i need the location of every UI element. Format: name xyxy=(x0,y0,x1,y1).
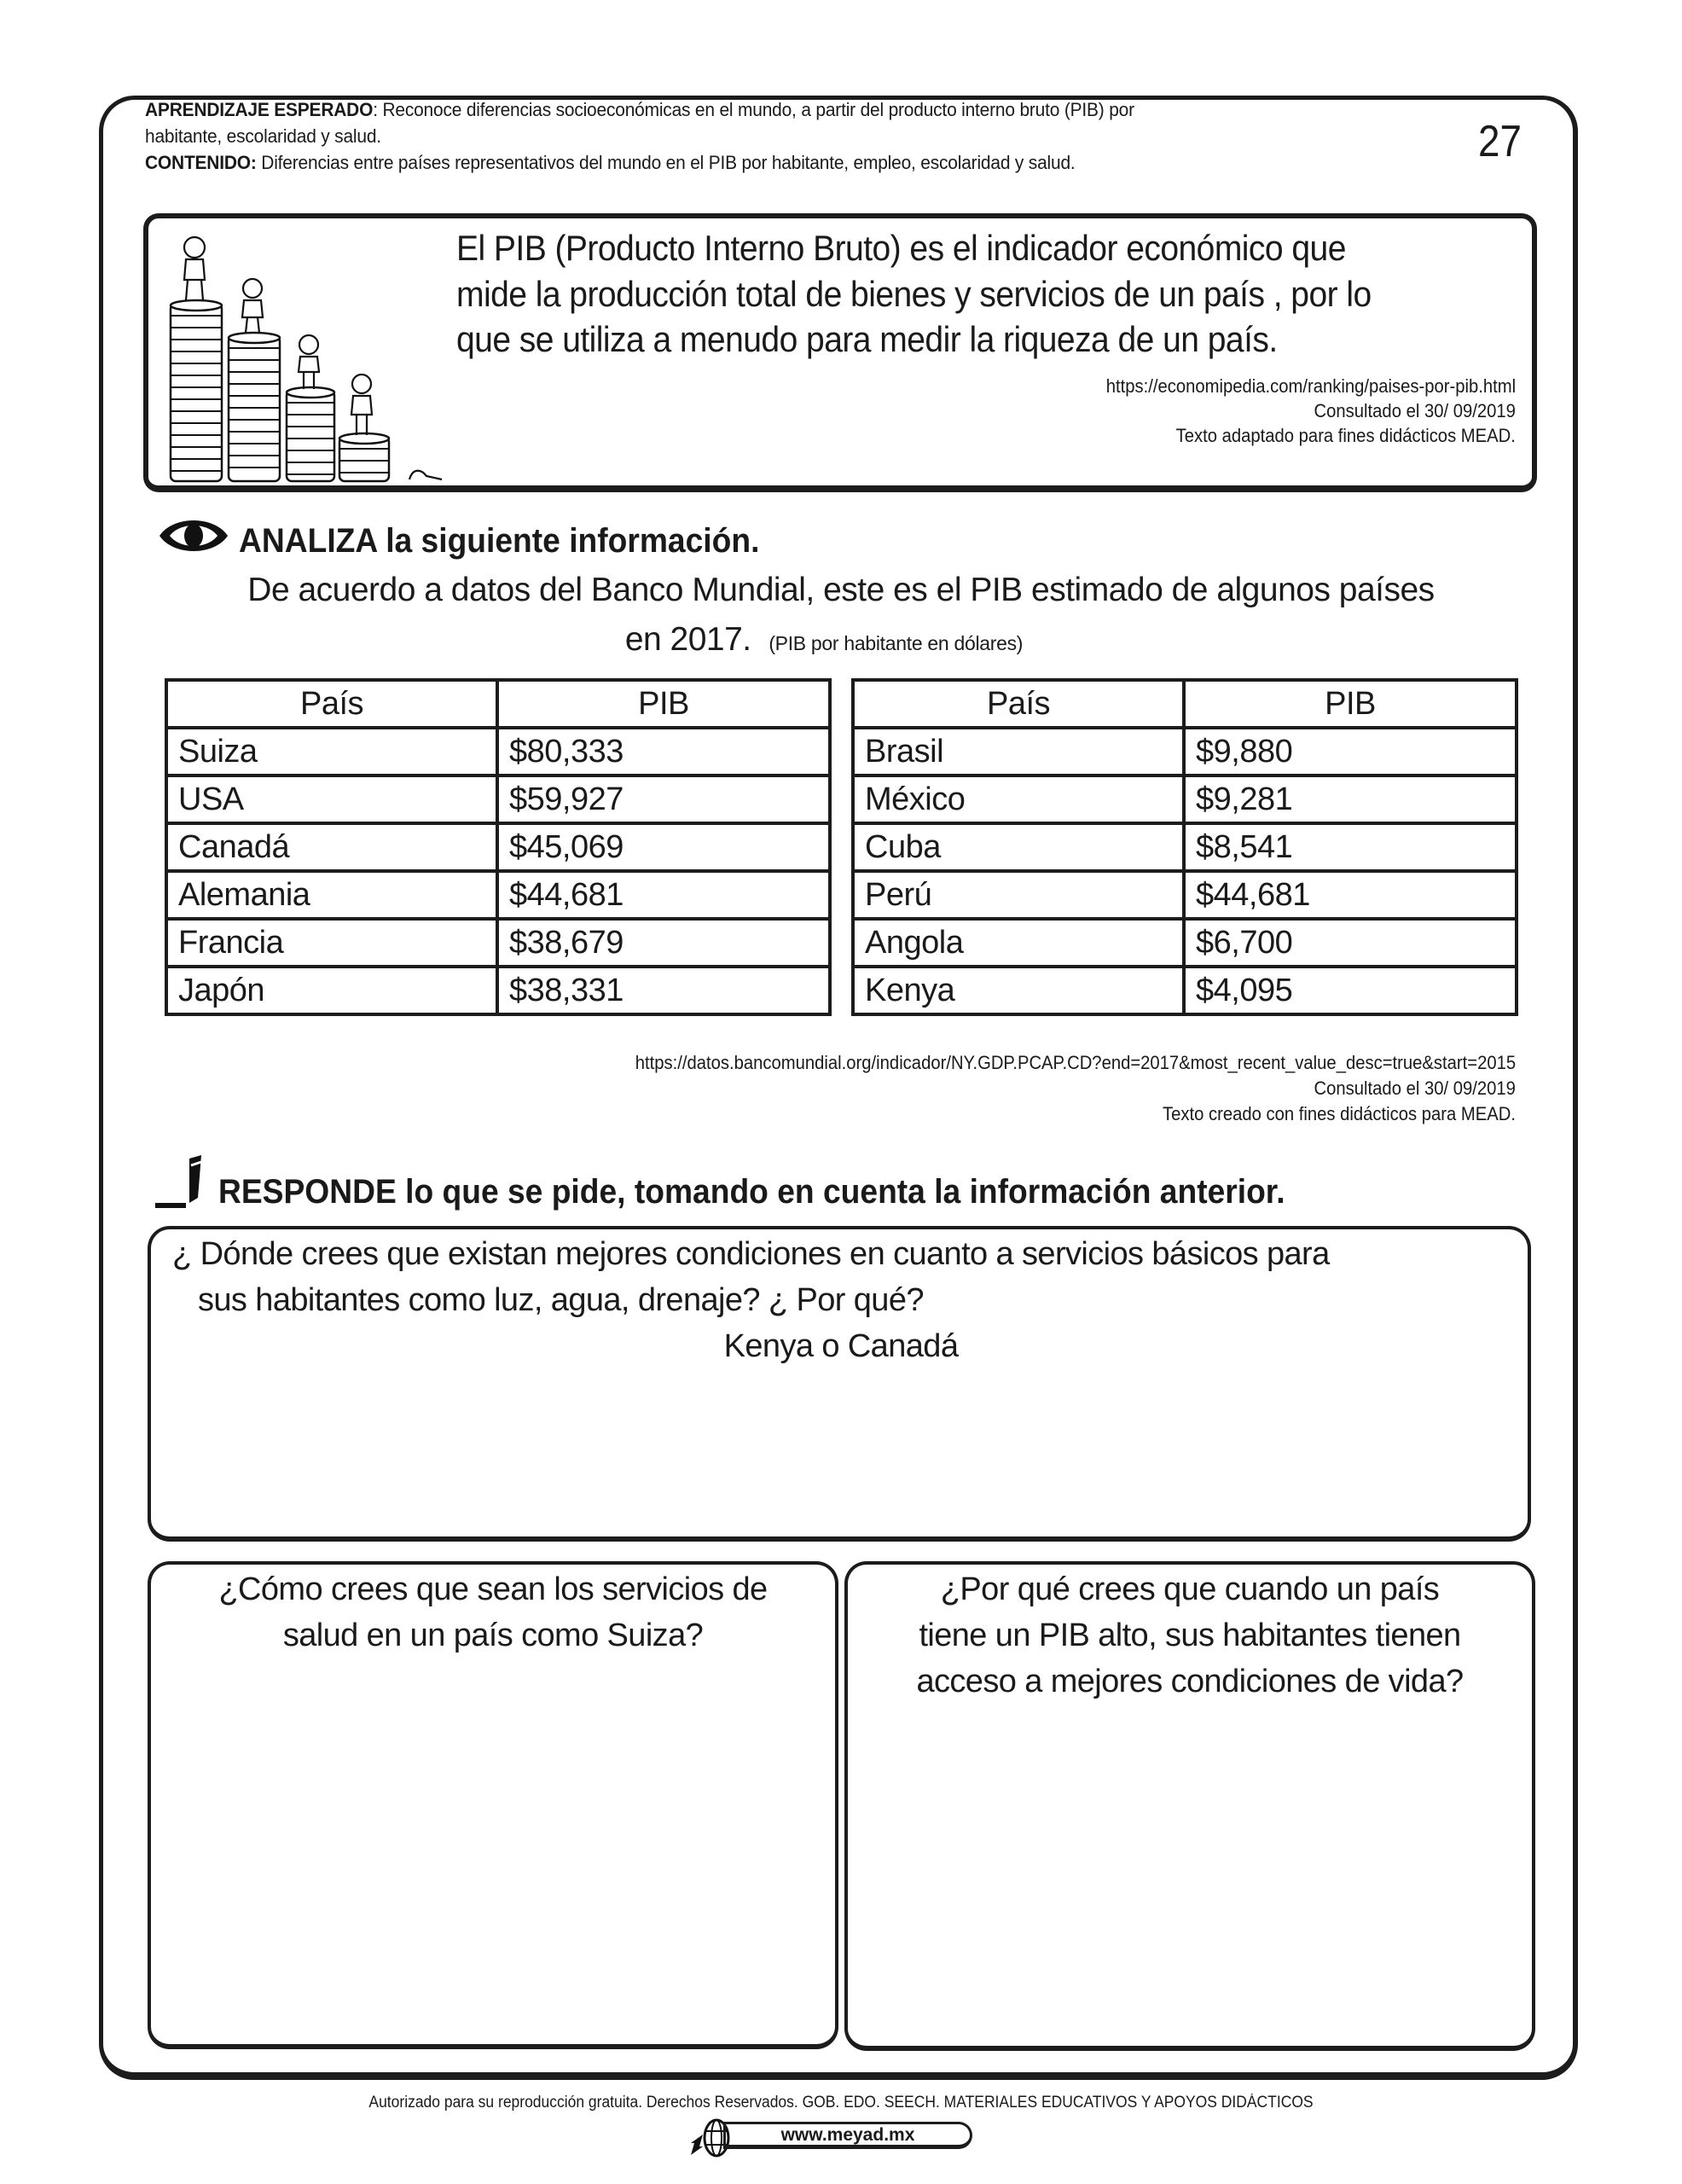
intro-definition xyxy=(456,225,1448,363)
question-1-options: Kenya o Canadá xyxy=(723,1328,959,1364)
table-row xyxy=(853,728,1517,775)
question-2-line-1: ¿Cómo crees que sean los servicios de xyxy=(218,1571,768,1607)
gdp-cell: $8,541 xyxy=(1184,823,1517,871)
country-cell: Japón xyxy=(166,967,497,1014)
analiza-paragraph-line-1: De acuerdo a datos del Banco Mundial, este es el PIB estimado de algunos países xyxy=(247,572,1435,608)
country-cell: Canadá xyxy=(166,823,497,871)
column-header-gdp: PIB xyxy=(1184,680,1517,728)
table-row xyxy=(166,871,830,919)
gdp-cell: $9,880 xyxy=(1184,728,1517,775)
question-3-line-1: ¿Por qué crees que cuando un país xyxy=(940,1571,1440,1607)
country-cell: Brasil xyxy=(853,728,1184,775)
expected-learning-cont: habitante, escolaridad y salud. xyxy=(145,125,381,147)
pencil-icon xyxy=(155,1152,212,1210)
gdp-cell: $44,681 xyxy=(1184,871,1517,919)
question-1-line-1: ¿ Dónde crees que existan mejores condiciones en cuanto a servicios básicos para xyxy=(172,1236,1330,1272)
content-line xyxy=(145,150,1076,176)
table-row xyxy=(853,775,1517,823)
gdp-table-left xyxy=(165,678,832,1016)
column-header-country: País xyxy=(166,680,497,728)
coin-stack-4 xyxy=(339,433,389,481)
table-row xyxy=(853,823,1517,871)
gdp-cell: $38,679 xyxy=(497,919,830,967)
website-url[interactable]: www.meyad.mx xyxy=(780,2125,915,2145)
content-label: CONTENIDO: xyxy=(145,152,257,173)
question-3-line-3: acceso a mejores condiciones de vida? xyxy=(916,1664,1464,1699)
coin-stacks-people-illustration xyxy=(160,227,455,483)
intro-source-date: Consultado el 30/ 09/2019 xyxy=(1314,400,1516,421)
gdp-cell: $6,700 xyxy=(1184,919,1517,967)
gdp-cell: $45,069 xyxy=(497,823,830,871)
analiza-year-text: en 2017. xyxy=(624,621,751,658)
table-row xyxy=(166,775,830,823)
tables-source-note: Texto creado con fines didácticos para MEAD. xyxy=(1162,1103,1516,1124)
country-cell: México xyxy=(853,775,1184,823)
table-row xyxy=(853,871,1517,919)
website-link[interactable] xyxy=(723,2122,972,2149)
column-header-country: País xyxy=(853,680,1184,728)
table-header-row xyxy=(166,680,830,728)
content-text: Diferencias entre países representativos del mundo en el PIB por habitante, empleo, escolaridad y salud. xyxy=(256,152,1076,173)
intro-line: mide la producción total de bienes y servicios de un país , por lo xyxy=(456,273,1372,314)
page-number: 27 xyxy=(1478,117,1522,166)
responde-bold: RESPONDE xyxy=(218,1173,397,1211)
table-row xyxy=(166,823,830,871)
gdp-cell: $44,681 xyxy=(497,871,830,919)
tables-source-url: https://datos.bancomundial.org/indicador/NY.GDP.PCAP.CD?end=2017&most_recent_value_desc=true&start=2015 xyxy=(635,1052,1516,1073)
country-cell: Alemania xyxy=(166,871,497,919)
country-cell: Angola xyxy=(853,919,1184,967)
intro-line: que se utiliza a menudo para medir la riqueza de un país. xyxy=(456,319,1278,359)
country-cell: Perú xyxy=(853,871,1184,919)
footer-rights: Autorizado para su reproducción gratuita. Derechos Reservados. GOB. EDO. SEECH. MATERIALES EDUCATIVOS Y APOYOS DIDÁCTICOS xyxy=(368,2094,1314,2111)
expected-learning-label: APRENDIZAJE ESPERADO xyxy=(145,99,374,120)
table-row xyxy=(166,919,830,967)
responde-rest: lo que se pide, tomando en cuenta la información anterior. xyxy=(396,1173,1285,1211)
table-row xyxy=(166,728,830,775)
gdp-cell: $9,281 xyxy=(1184,775,1517,823)
country-cell: USA xyxy=(166,775,497,823)
gdp-cell: $59,927 xyxy=(497,775,830,823)
gdp-cell: $38,331 xyxy=(497,967,830,1014)
expected-learning-text: : Reconoce diferencias socioeconómicas en el mundo, a partir del producto interno bruto (PIB) por xyxy=(373,99,1134,120)
country-cell: Suiza xyxy=(166,728,497,775)
analiza-note: (PIB por habitante en dólares) xyxy=(768,632,1024,654)
analiza-rest: la siguiente información. xyxy=(376,522,760,560)
table-row xyxy=(853,967,1517,1014)
intro-source-note: Texto adaptado para fines didácticos MEAD. xyxy=(1175,425,1516,446)
intro-line: El PIB (Producto Interno Bruto) es el indicador económico que xyxy=(456,228,1346,268)
analiza-paragraph-line-2 xyxy=(0,616,1665,667)
expected-learning xyxy=(145,97,1134,123)
gdp-cell: $80,333 xyxy=(497,728,830,775)
country-cell: Francia xyxy=(166,919,497,967)
responde-heading xyxy=(218,1173,1285,1211)
table-header-row xyxy=(853,680,1517,728)
coin-stack-1 xyxy=(171,300,222,481)
analiza-heading xyxy=(239,522,759,560)
coin-stack-3 xyxy=(287,387,334,481)
question-1-line-2: sus habitantes como luz, agua, drenaje? ¿ Por qué? xyxy=(198,1282,924,1318)
coin-stack-2 xyxy=(229,333,280,481)
analiza-bold: ANALIZA xyxy=(239,522,377,560)
table-row xyxy=(166,967,830,1014)
intro-source-url: https://economipedia.com/ranking/paises-por-pib.html xyxy=(1105,375,1516,397)
country-cell: Cuba xyxy=(853,823,1184,871)
tables-source-date: Consultado el 30/ 09/2019 xyxy=(1314,1077,1516,1099)
column-header-gdp: PIB xyxy=(497,680,830,728)
country-cell: Kenya xyxy=(853,967,1184,1014)
eye-icon xyxy=(156,512,231,560)
question-2-line-2: salud en un país como Suiza? xyxy=(282,1618,704,1653)
table-row xyxy=(853,919,1517,967)
question-3-line-2: tiene un PIB alto, sus habitantes tienen xyxy=(919,1618,1461,1653)
gdp-cell: $4,095 xyxy=(1184,967,1517,1014)
gdp-table-right xyxy=(851,678,1518,1016)
